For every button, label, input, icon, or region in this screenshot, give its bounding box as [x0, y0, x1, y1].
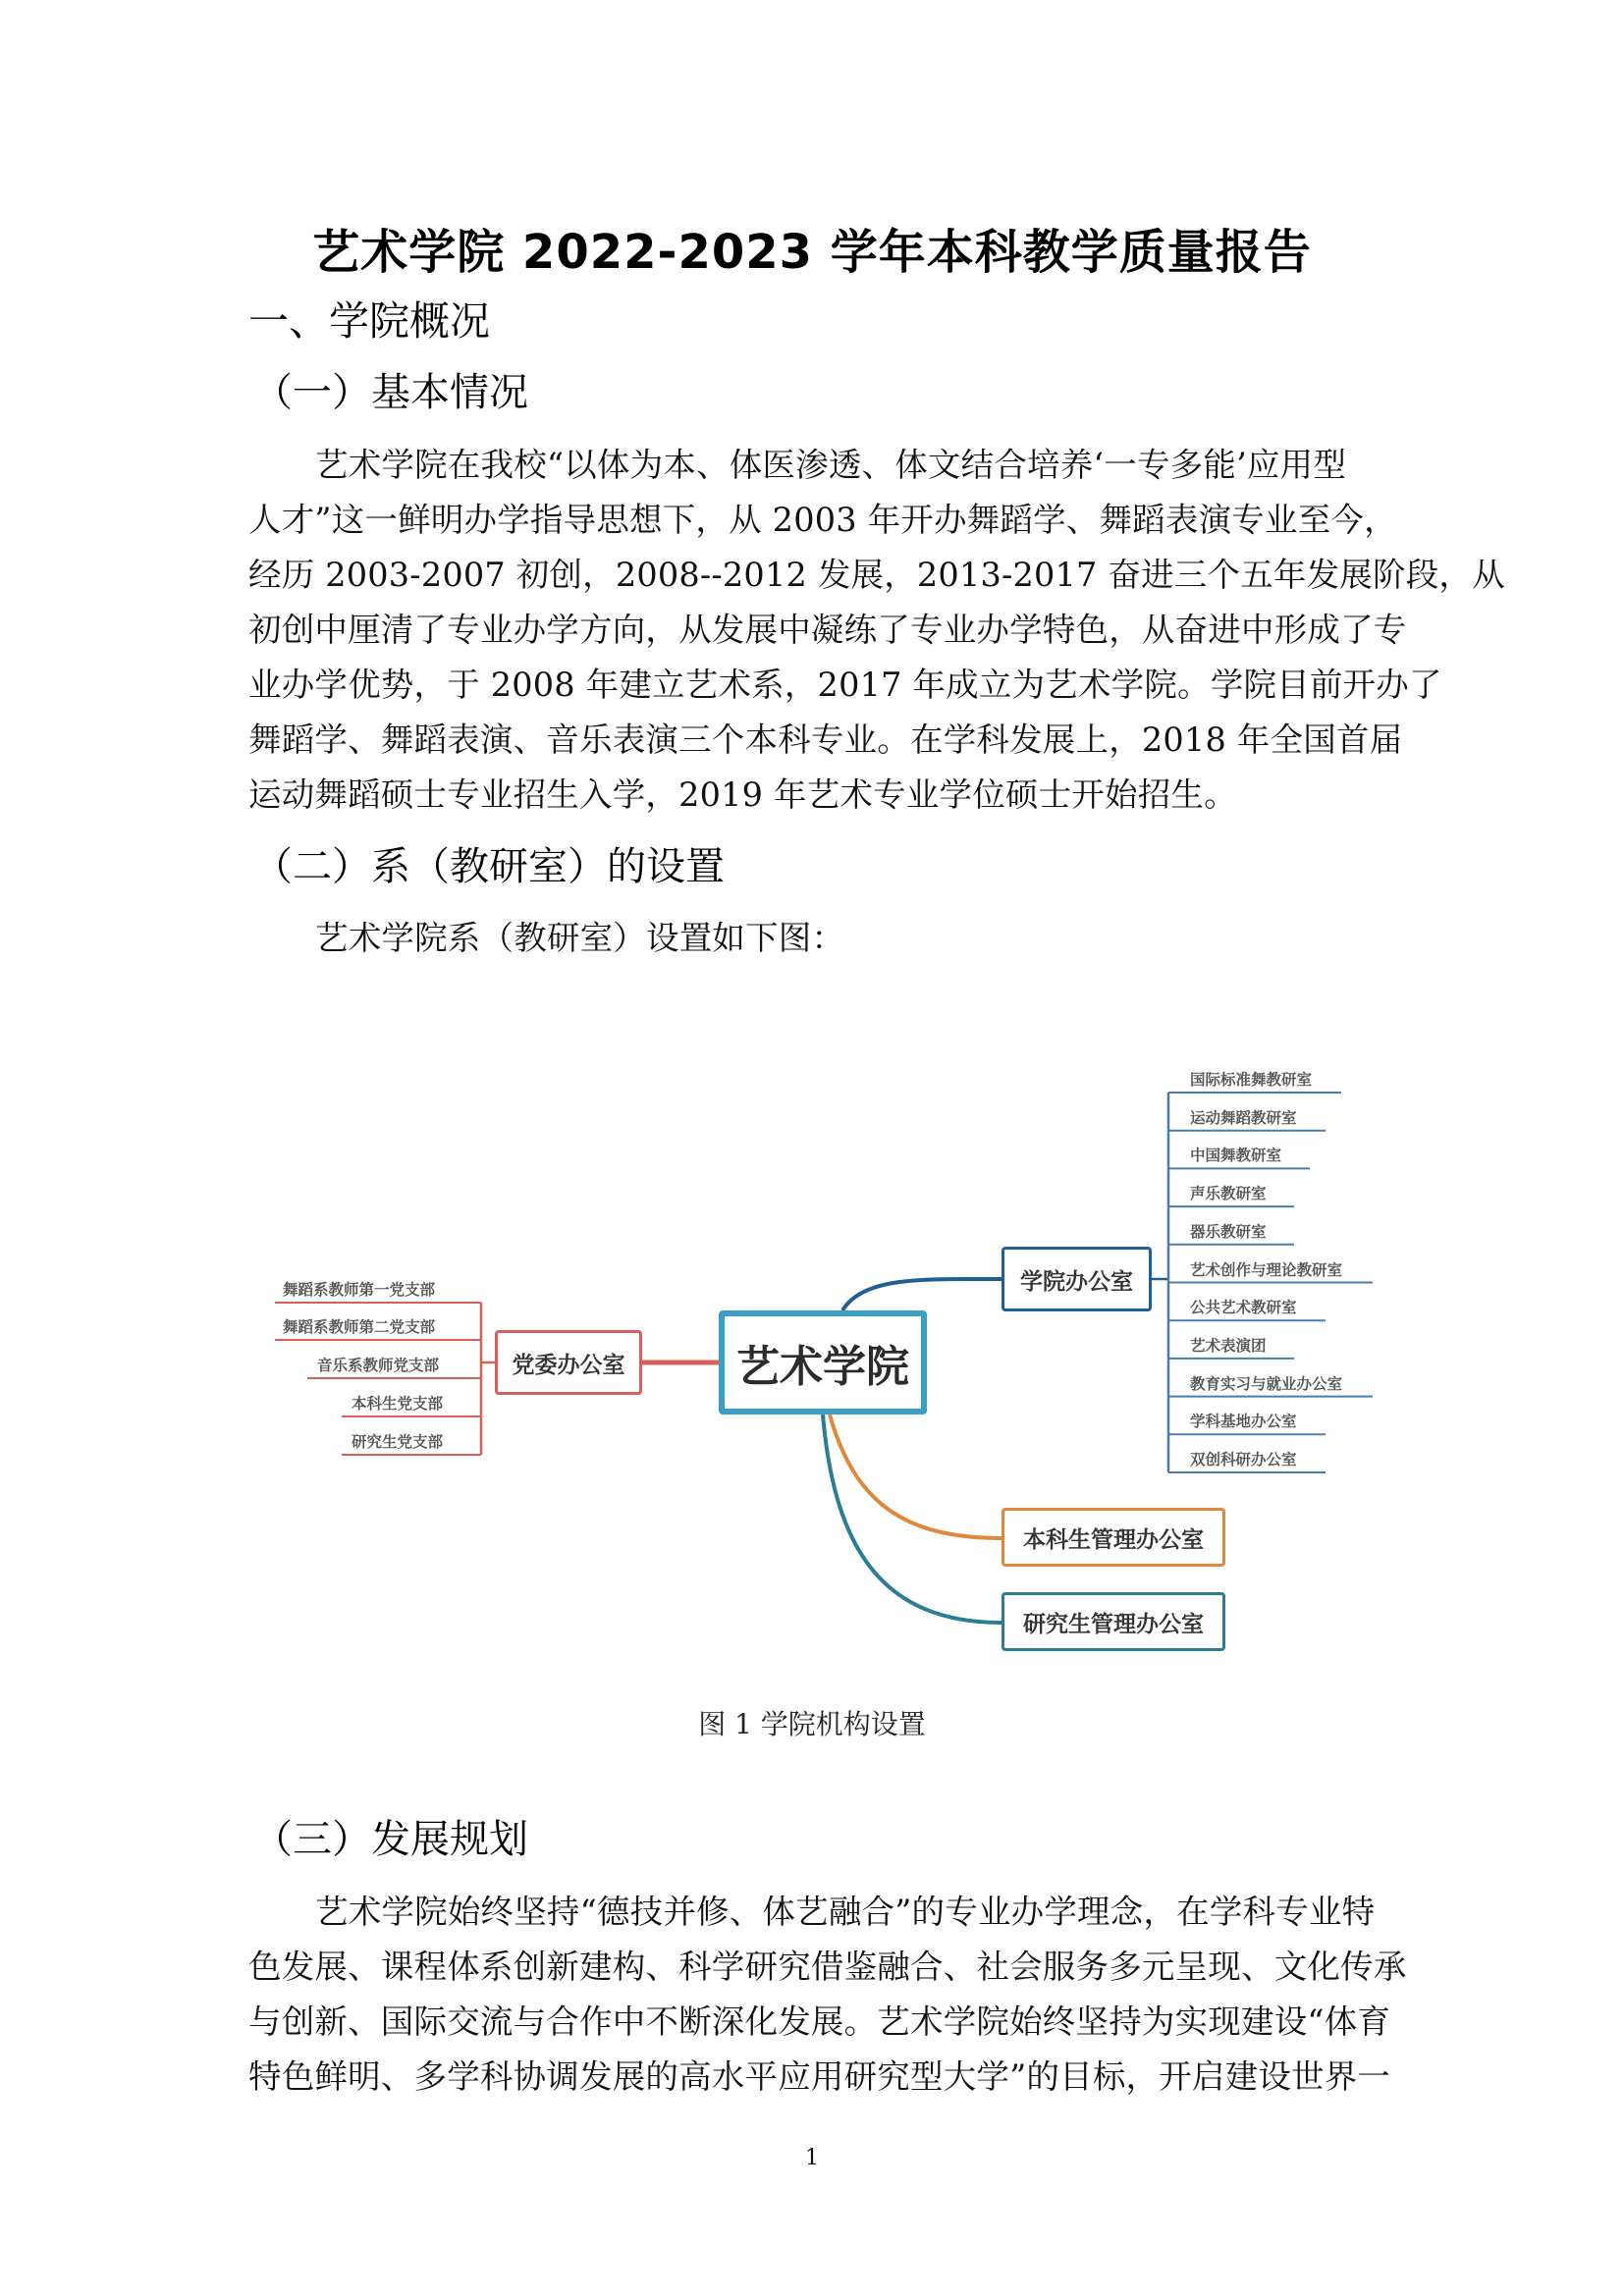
connector-grad [823, 1415, 1001, 1623]
org-leaf-college: 中国舞教研室 [1190, 1147, 1282, 1165]
section-heading-college-overview: 一、学院概况 [248, 297, 490, 345]
text-line: 舞蹈学、舞蹈表演、音乐表演三个本科专业。在学科发展上，2018 年全国首届 [248, 721, 1403, 759]
org-leaf-college: 教育实习与就业办公室 [1190, 1374, 1343, 1393]
org-node-root [719, 1310, 927, 1415]
org-node-college-office-label: 学院办公室 [1020, 1268, 1133, 1295]
org-leaf-college: 艺术创作与理论教研室 [1190, 1260, 1343, 1279]
page-number: 1 [805, 2146, 819, 2170]
org-leaf-college: 国际标准舞教研室 [1190, 1071, 1313, 1089]
text-line: 艺术学院系（教研室）设置如下图： [315, 919, 845, 957]
org-node-root-label: 艺术学院 [736, 1342, 909, 1392]
text-line: 初创中厘清了专业办学方向，从发展中凝练了专业办学特色，从奋进中形成了专 [248, 611, 1407, 649]
org-node-undergrad-office [1001, 1508, 1225, 1567]
org-leaf-college: 学科基地办公室 [1190, 1413, 1297, 1431]
text-line: 人才”这一鲜明办学指导思想下，从 2003 年开办舞蹈学、舞蹈表演专业至今， [248, 501, 1397, 539]
org-leaf-college: 器乐教研室 [1190, 1222, 1267, 1241]
org-leaf-party: 舞蹈系教师第一党支部 [283, 1281, 436, 1299]
subheading-development-plan: （三）发展规划 [253, 1817, 528, 1862]
paragraph-department-intro [248, 911, 1387, 966]
org-node-grad-office-label: 研究生管理办公室 [1023, 1611, 1204, 1637]
org-leaf-college: 运动舞蹈教研室 [1190, 1108, 1297, 1127]
org-node-party-office [495, 1330, 642, 1395]
org-leaf-college: 艺术表演团 [1190, 1336, 1267, 1355]
text-line: 经历 2003-2007 初创，2008--2012 发展，2013-2017 奋进三个五年发展阶段，从 [248, 556, 1505, 594]
connector-undergrad [830, 1415, 1001, 1538]
org-leaf-party: 研究生党支部 [352, 1433, 444, 1451]
figure-caption: 图 1 学院机构设置 [698, 1708, 926, 1740]
org-node-party-office-label: 党委办公室 [512, 1352, 625, 1378]
text-line: 特色鲜明、多学科协调发展的高水平应用研究型大学”的目标，开启建设世界一 [248, 2057, 1391, 2096]
org-leaf-college: 声乐教研室 [1190, 1185, 1267, 1203]
org-node-undergrad-office-label: 本科生管理办公室 [1023, 1526, 1204, 1553]
org-leaf-party: 音乐系教师党支部 [317, 1357, 440, 1374]
document-title: 艺术学院 2022-2023 学年本科教学质量报告 [312, 225, 1312, 280]
org-node-college-office [1001, 1247, 1152, 1311]
subheading-department-setup: （二）系（教研室）的设置 [253, 844, 725, 889]
org-leaf-party: 舞蹈系教师第二党支部 [283, 1318, 436, 1336]
connector-college [842, 1279, 1001, 1310]
text-line: 艺术学院在我校“以体为本、体医渗透、体文结合培养‘一专多能’应用型 [315, 446, 1347, 484]
subheading-basic-info: （一）基本情况 [253, 370, 528, 415]
text-line: 色发展、课程体系创新建构、科学研究借鉴融合、社会服务多元呈现、文化传承 [248, 1948, 1407, 1986]
text-line: 艺术学院始终坚持“德技并修、体艺融合”的专业办学理念，在学科专业特 [315, 1893, 1376, 1931]
org-leaf-party: 本科生党支部 [352, 1395, 444, 1413]
text-line: 业办学优势，于 2008 年建立艺术系，2017 年成立为艺术学院。学院目前开办了 [248, 666, 1442, 704]
paragraph-basic-info [248, 438, 1505, 823]
text-line: 运动舞蹈硕士专业招生入学，2019 年艺术专业学位硕士开始招生。 [248, 775, 1237, 814]
paragraph-development-plan [248, 1885, 1407, 2105]
org-leaf-college: 双创科研办公室 [1190, 1451, 1297, 1468]
org-leaf-college: 公共艺术教研室 [1190, 1299, 1297, 1317]
text-line: 与创新、国际交流与合作中不断深化发展。艺术学院始终坚持为实现建设“体育 [248, 2002, 1391, 2041]
org-node-grad-office [1001, 1592, 1225, 1651]
